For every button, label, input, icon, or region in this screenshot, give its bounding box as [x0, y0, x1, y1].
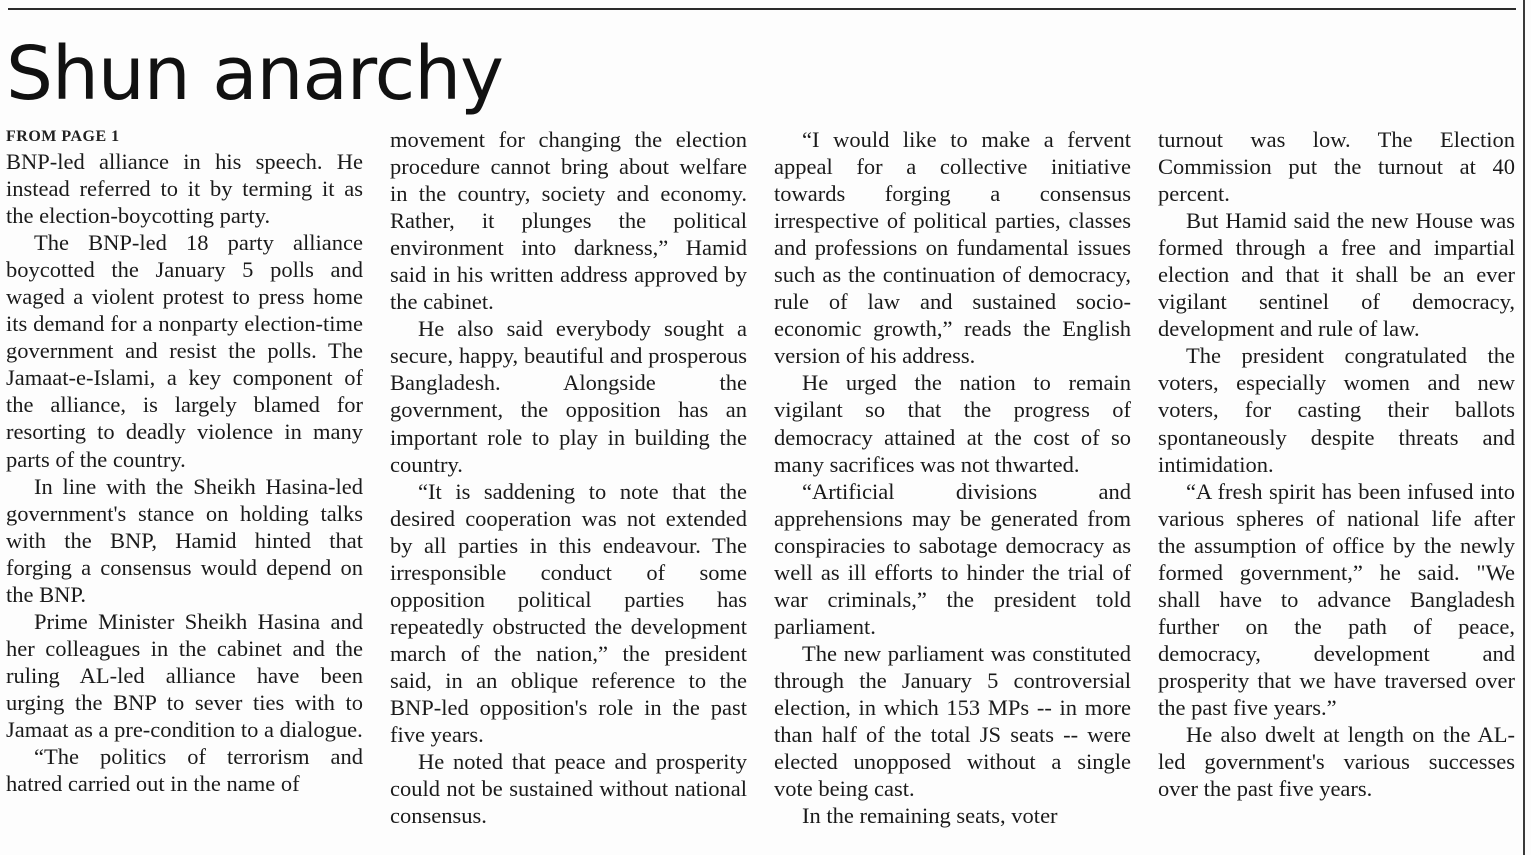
paragraph: movement for changing the election procedure cannot bring about welfare in the country, society and economy. Rather, it plunges the political environment into darkness,” Hamid said in his written address approved by the cabinet. — [390, 127, 747, 315]
paragraph: In the remaining seats, voter — [802, 803, 1058, 829]
column-4 — [1158, 126, 1515, 846]
paragraph: Prime Minister Sheikh Hasina and her colleagues in the cabinet and the ruling AL-led alliance have been urging the BNP to sever ties with to Jamaat as a pre-condition to a dialogue. — [6, 608, 363, 742]
paragraph: He also dwelt at length on the AL-led government's various successes over the past five years. — [1158, 722, 1515, 802]
kicker: FROM PAGE 1 — [6, 128, 120, 145]
paragraph: The new parliament was constituted through the January 5 controversial election, in which 153 MPs -- in more than half of the total JS seats -- were elected unopposed without a single vote being cast. — [774, 640, 1131, 802]
paragraph: He also said everybody sought a secure, happy, beautiful and prosperous Bangladesh. Alongside the government, the opposition has an important role to play in building the country. — [390, 316, 747, 477]
column-2 — [390, 126, 747, 846]
paragraph: He urged the nation to remain vigilant so that the progress of democracy attained at the cost of so many sacrifices was not thwarted. — [774, 370, 1131, 477]
right-border — [1523, 0, 1525, 855]
paragraph: The BNP-led 18 party alliance boycotted the January 5 polls and waged a violent protest to press home its demand for a nonparty election-time government and resist the polls. The Jamaat-e-Islami, a key component of the alliance, is largely blamed for resorting to deadly violence in many parts of the country. — [6, 230, 363, 472]
paragraph: “A fresh spirit has been infused into various spheres of national life after the assumption of office by the newly formed government,” he said. "We shall have to advance Bangladesh further on the path of peace, democracy, development and prosperity that we have traversed over the past five years.” — [1158, 478, 1515, 720]
paragraph: The president congratulated the voters, especially women and new voters, for casting their ballots spontaneously despite threats and intimidation. — [1158, 343, 1515, 477]
paragraph: But Hamid said the new House was formed through a free and impartial election and that it shall be an ever vigilant sentinel of democracy, development and rule of law. — [1158, 208, 1515, 342]
paragraph: “Artificial divisions and apprehensions may be generated from conspiracies to sabotage democracy as well as ill efforts to hinder the trial of war criminals,” the president told parliament. — [774, 478, 1131, 639]
top-rule — [8, 8, 1516, 10]
paragraph: He noted that peace and prosperity could not be sustained without national consensus. — [390, 749, 747, 829]
paragraph: “It is saddening to note that the desired cooperation was not extended by all parties in this endeavour. The irresponsible conduct of some opposition political parties has repeatedly obstructed the development march of the nation,” the president said, in an oblique reference to the BNP-led opposition's role in the past five years. — [390, 478, 747, 748]
paragraph: BNP-led alliance in his speech. He instead referred to it by terming it as the election-boycotting party. — [6, 149, 363, 229]
paragraph: In line with the Sheikh Hasina-led government's stance on holding talks with the BNP, Hamid hinted that forging a consensus would depend on the BNP. — [6, 473, 363, 607]
paragraph: “I would like to make a fervent appeal for a collective initiative towards forging a consensus irrespective of political parties, classes and professions on fundamental issues such as the continuation of democracy, rule of law and sustained socio-economic growth,” reads the English version of his address. — [774, 127, 1131, 369]
paragraph: “The politics of terrorism and hatred carried out in the name of — [6, 744, 363, 797]
headline: Shun anarchy — [6, 31, 503, 117]
paragraph: turnout was low. The Election Commission put the turnout at 40 percent. — [1158, 127, 1515, 207]
column-3 — [774, 126, 1131, 846]
column-1 — [6, 126, 363, 846]
